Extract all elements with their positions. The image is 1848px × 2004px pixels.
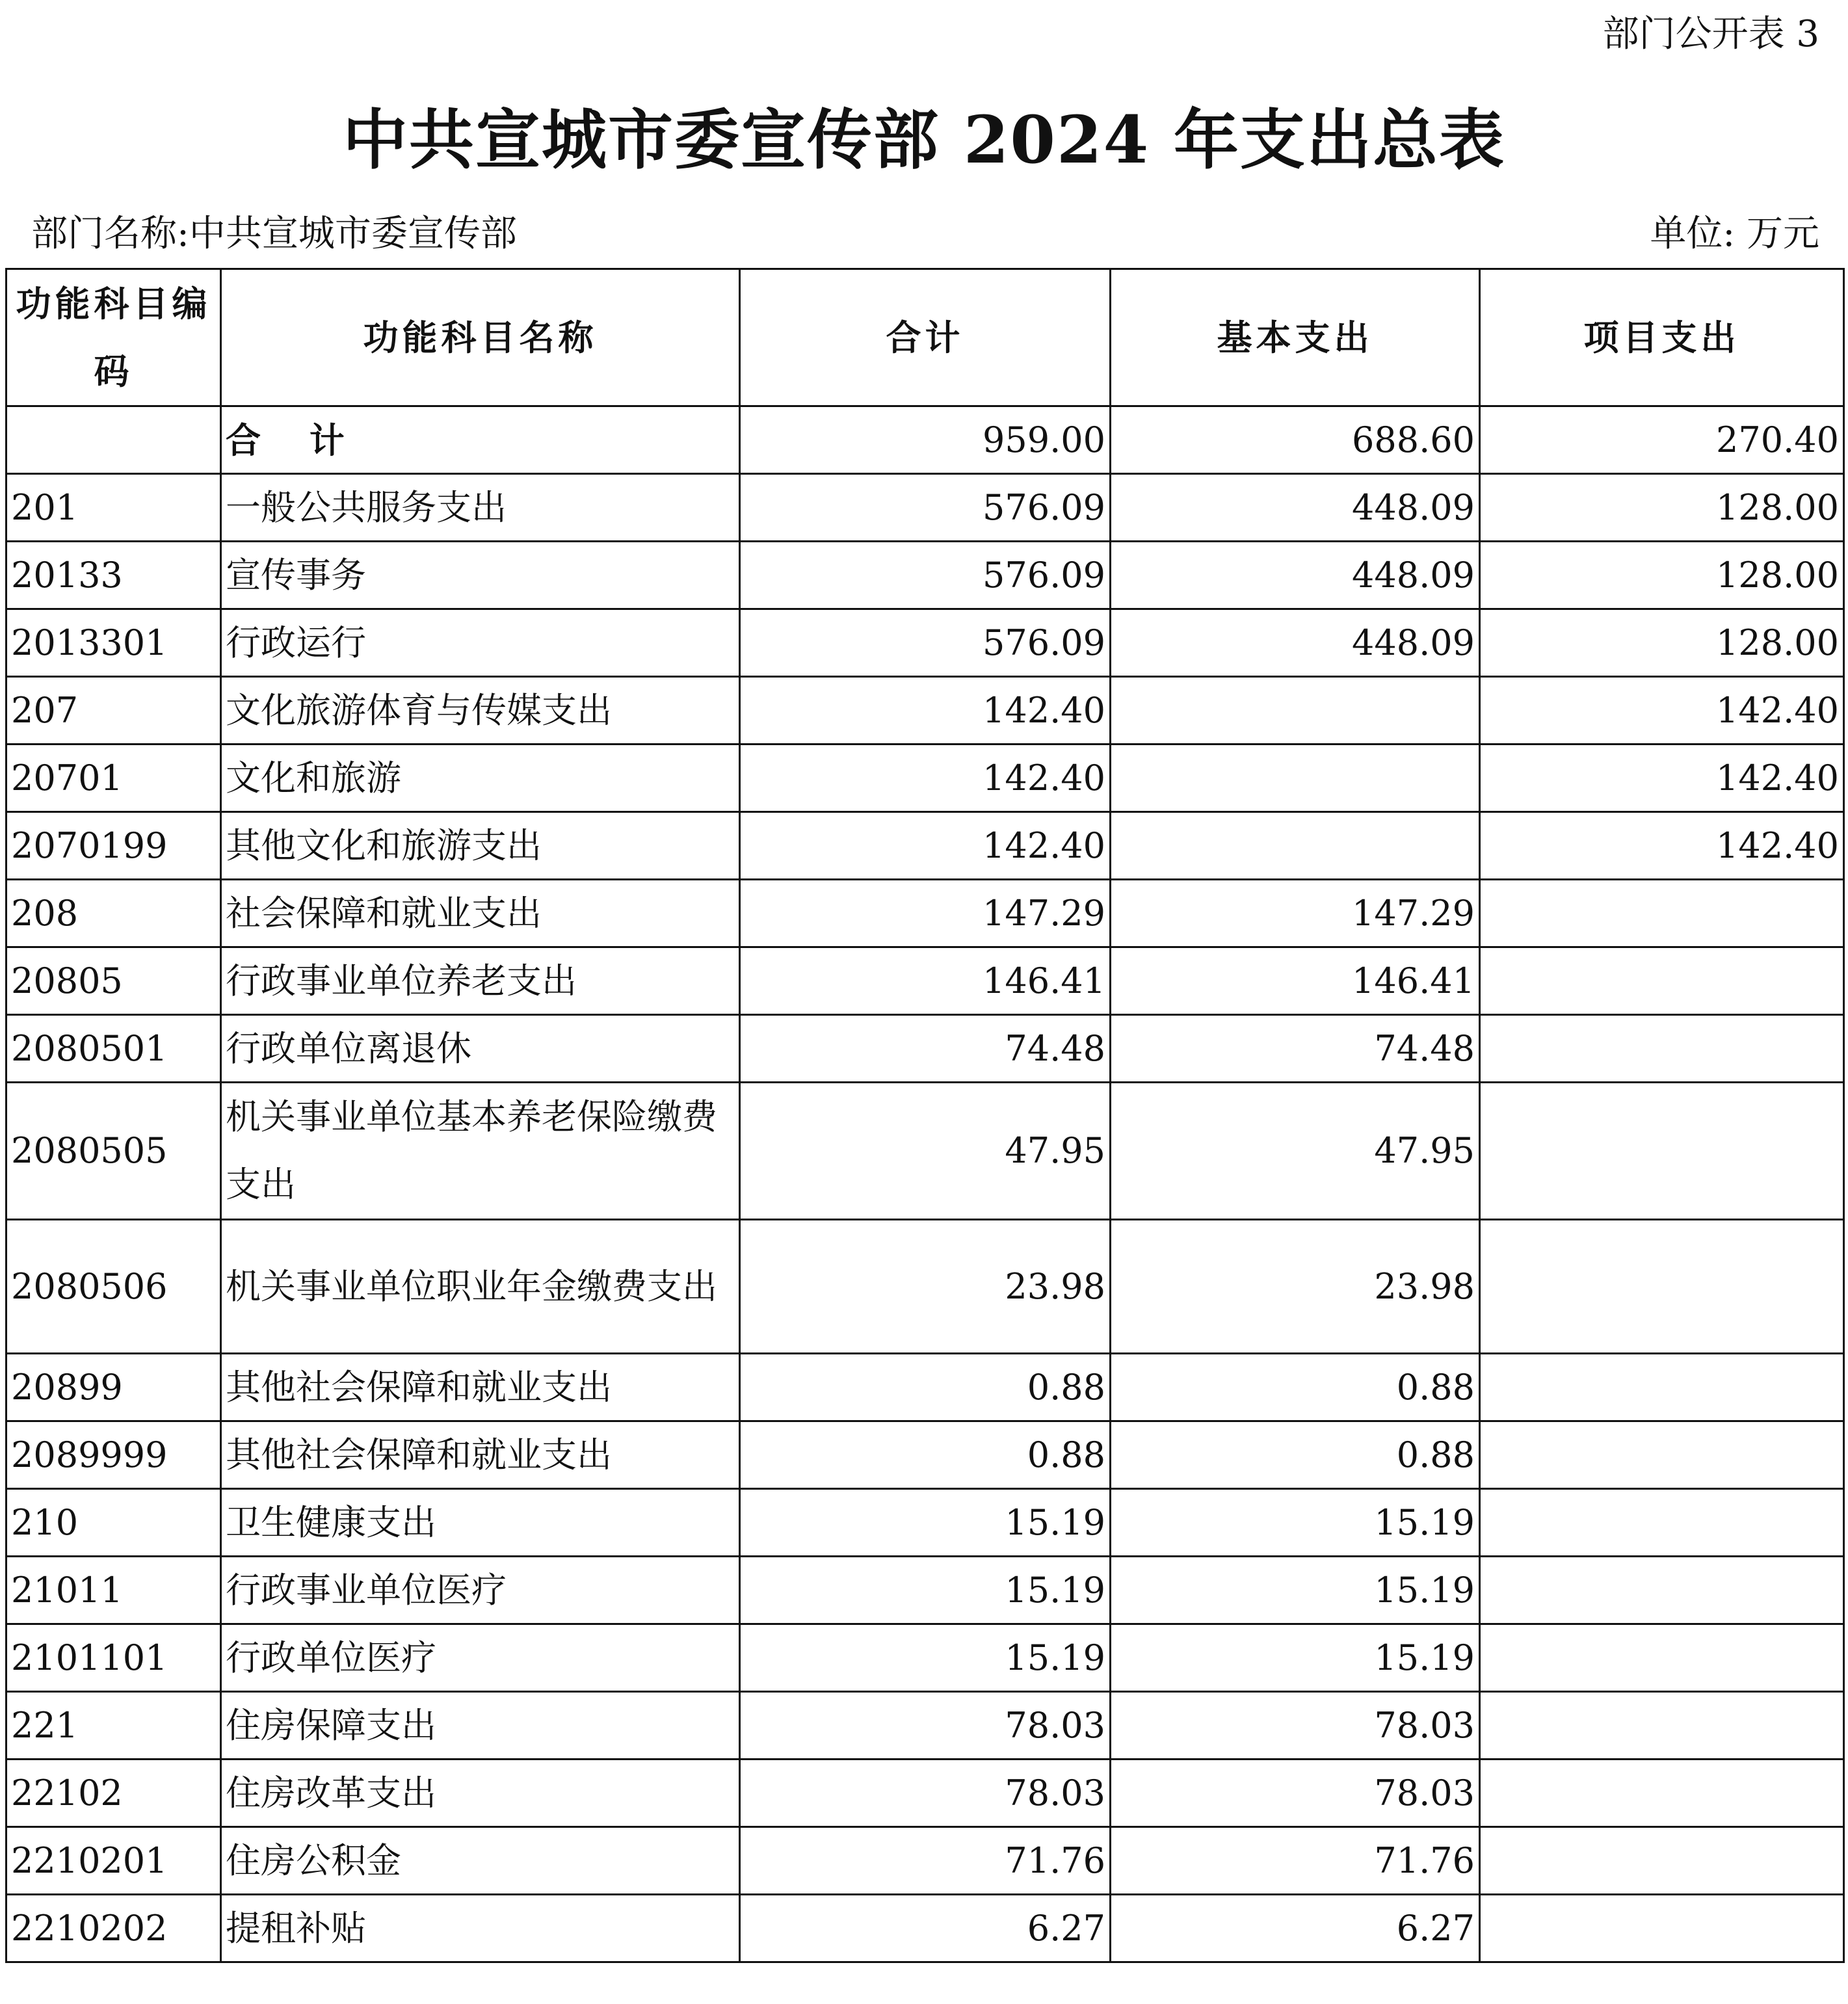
table-row [7, 947, 1844, 1015]
table-row [7, 812, 1844, 880]
project-cell: 142.40 [1480, 677, 1844, 745]
code-cell: 20805 [7, 947, 221, 1015]
project-cell [1480, 1692, 1844, 1760]
total-cell: 6.27 [740, 1895, 1111, 1962]
basic-cell: 448.09 [1111, 474, 1480, 542]
basic-cell: 448.09 [1111, 542, 1480, 609]
total-cell: 0.88 [740, 1421, 1111, 1489]
project-cell [1480, 1760, 1844, 1827]
name-cell: 机关事业单位职业年金缴费支出 [221, 1220, 740, 1354]
project-cell [1480, 1557, 1844, 1624]
project-cell: 142.40 [1480, 745, 1844, 812]
total-basic: 688.60 [1111, 406, 1480, 474]
name-cell: 行政单位离退休 [221, 1015, 740, 1083]
project-cell [1480, 880, 1844, 947]
name-cell: 住房改革支出 [221, 1760, 740, 1827]
code-cell: 221 [7, 1692, 221, 1760]
page-title: 中共宣城市委宣传部 2024 年支出总表 [343, 101, 1505, 178]
name-cell: 提租补贴 [221, 1895, 740, 1962]
basic-cell: 78.03 [1111, 1692, 1480, 1760]
project-cell [1480, 1421, 1844, 1489]
total-cell: 71.76 [740, 1827, 1111, 1895]
project-cell: 128.00 [1480, 474, 1844, 542]
code-cell: 2080505 [7, 1083, 221, 1220]
table-number: 部门公开表 3 [1602, 13, 1819, 55]
basic-cell: 74.48 [1111, 1015, 1480, 1083]
project-cell [1480, 1624, 1844, 1692]
name-cell: 宣传事务 [221, 542, 740, 609]
table-row [7, 1489, 1844, 1557]
total-code-cell [7, 406, 221, 474]
table-row [7, 1557, 1844, 1624]
code-cell: 208 [7, 880, 221, 947]
name-cell: 行政事业单位养老支出 [221, 947, 740, 1015]
total-cell: 142.40 [740, 745, 1111, 812]
code-cell: 2210201 [7, 1827, 221, 1895]
code-cell: 2013301 [7, 609, 221, 677]
total-cell: 142.40 [740, 812, 1111, 880]
total-cell: 15.19 [740, 1624, 1111, 1692]
table-row [7, 542, 1844, 609]
project-cell [1480, 1895, 1844, 1962]
code-cell: 2101101 [7, 1624, 221, 1692]
project-cell [1480, 947, 1844, 1015]
header-total: 合计 [740, 269, 1111, 406]
code-cell: 2210202 [7, 1895, 221, 1962]
header-function-code: 功能科目编码 [7, 269, 221, 406]
code-cell: 20701 [7, 745, 221, 812]
total-cell: 142.40 [740, 677, 1111, 745]
header-function-name: 功能科目名称 [221, 269, 740, 406]
total-row [7, 406, 1844, 474]
total-cell: 78.03 [740, 1760, 1111, 1827]
basic-cell [1111, 745, 1480, 812]
total-label: 合 计 [221, 406, 740, 474]
code-cell: 2080501 [7, 1015, 221, 1083]
project-cell [1480, 1827, 1844, 1895]
project-cell: 142.40 [1480, 812, 1844, 880]
code-cell: 20899 [7, 1354, 221, 1421]
name-cell: 住房保障支出 [221, 1692, 740, 1760]
total-total: 959.00 [740, 406, 1111, 474]
total-cell: 78.03 [740, 1692, 1111, 1760]
total-cell: 74.48 [740, 1015, 1111, 1083]
table-row [7, 880, 1844, 947]
basic-cell: 0.88 [1111, 1421, 1480, 1489]
code-cell: 22102 [7, 1760, 221, 1827]
total-cell: 576.09 [740, 609, 1111, 677]
table-row [7, 1624, 1844, 1692]
table-row [7, 1827, 1844, 1895]
name-cell: 机关事业单位基本养老保险缴费支出 [221, 1083, 740, 1220]
total-cell: 576.09 [740, 474, 1111, 542]
project-cell [1480, 1489, 1844, 1557]
total-project: 270.40 [1480, 406, 1844, 474]
basic-cell: 23.98 [1111, 1220, 1480, 1354]
basic-cell: 147.29 [1111, 880, 1480, 947]
table-row [7, 1083, 1844, 1220]
name-cell: 行政运行 [221, 609, 740, 677]
total-cell: 23.98 [740, 1220, 1111, 1354]
table-row [7, 1692, 1844, 1760]
code-cell: 207 [7, 677, 221, 745]
code-cell: 201 [7, 474, 221, 542]
basic-cell: 78.03 [1111, 1760, 1480, 1827]
unit-label: 单位: 万元 [1650, 213, 1819, 255]
table-row [7, 609, 1844, 677]
name-cell: 文化旅游体育与传媒支出 [221, 677, 740, 745]
basic-cell: 146.41 [1111, 947, 1480, 1015]
basic-cell: 6.27 [1111, 1895, 1480, 1962]
name-cell: 其他社会保障和就业支出 [221, 1354, 740, 1421]
basic-cell: 15.19 [1111, 1489, 1480, 1557]
basic-cell: 71.76 [1111, 1827, 1480, 1895]
total-cell: 146.41 [740, 947, 1111, 1015]
name-cell: 其他文化和旅游支出 [221, 812, 740, 880]
code-cell: 2070199 [7, 812, 221, 880]
table-row [7, 745, 1844, 812]
basic-cell [1111, 812, 1480, 880]
table-row [7, 474, 1844, 542]
table-row [7, 677, 1844, 745]
project-cell [1480, 1015, 1844, 1083]
total-cell: 15.19 [740, 1489, 1111, 1557]
table-row [7, 1760, 1844, 1827]
basic-cell: 0.88 [1111, 1354, 1480, 1421]
department-label: 部门名称:中共宣城市委宣传部 [31, 213, 517, 255]
basic-cell: 15.19 [1111, 1624, 1480, 1692]
project-cell: 128.00 [1480, 609, 1844, 677]
code-cell: 2080506 [7, 1220, 221, 1354]
basic-cell: 15.19 [1111, 1557, 1480, 1624]
basic-cell [1111, 677, 1480, 745]
total-cell: 147.29 [740, 880, 1111, 947]
total-cell: 576.09 [740, 542, 1111, 609]
expenditure-table [5, 268, 1845, 1963]
name-cell: 行政事业单位医疗 [221, 1557, 740, 1624]
code-cell: 210 [7, 1489, 221, 1557]
header-basic-expenditure: 基本支出 [1111, 269, 1480, 406]
total-cell: 15.19 [740, 1557, 1111, 1624]
table-row [7, 1220, 1844, 1354]
code-cell: 20133 [7, 542, 221, 609]
code-cell: 21011 [7, 1557, 221, 1624]
basic-cell: 448.09 [1111, 609, 1480, 677]
total-cell: 47.95 [740, 1083, 1111, 1220]
table-row [7, 1015, 1844, 1083]
basic-cell: 47.95 [1111, 1083, 1480, 1220]
table-row [7, 1354, 1844, 1421]
name-cell: 卫生健康支出 [221, 1489, 740, 1557]
name-cell: 行政单位医疗 [221, 1624, 740, 1692]
name-cell: 其他社会保障和就业支出 [221, 1421, 740, 1489]
name-cell: 住房公积金 [221, 1827, 740, 1895]
name-cell: 文化和旅游 [221, 745, 740, 812]
project-cell: 128.00 [1480, 542, 1844, 609]
project-cell [1480, 1083, 1844, 1220]
project-cell [1480, 1220, 1844, 1354]
project-cell [1480, 1354, 1844, 1421]
name-cell: 一般公共服务支出 [221, 474, 740, 542]
table-row [7, 1895, 1844, 1962]
code-cell: 2089999 [7, 1421, 221, 1489]
name-cell: 社会保障和就业支出 [221, 880, 740, 947]
total-cell: 0.88 [740, 1354, 1111, 1421]
table-row [7, 1421, 1844, 1489]
table-header-row [7, 269, 1844, 406]
header-project-expenditure: 项目支出 [1480, 269, 1844, 406]
